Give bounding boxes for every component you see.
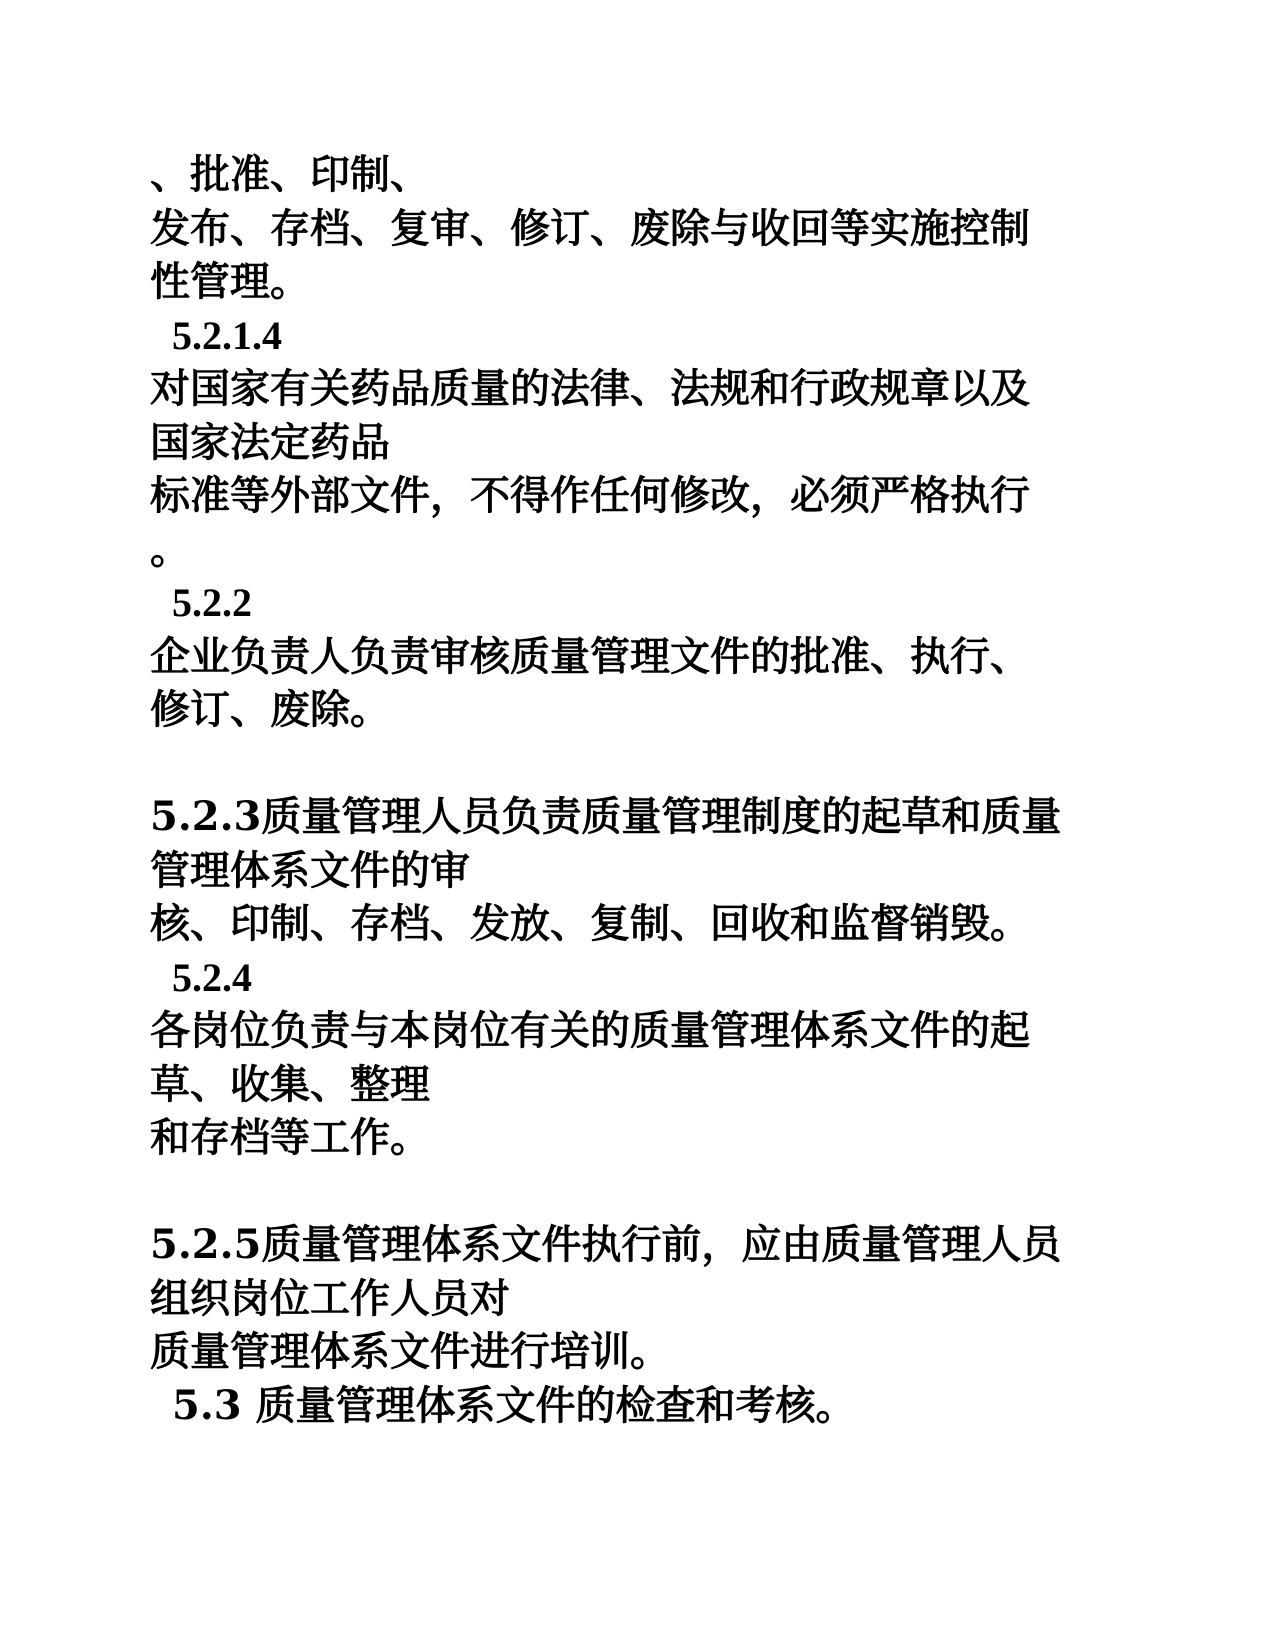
blank-line [150, 737, 1130, 791]
text-line: 。 [150, 525, 190, 573]
text-line: 质量管理体系文件进行培训。 [150, 1328, 670, 1375]
text-line: 各岗位负责与本岗位有关的质量管理体系文件的起 [150, 1007, 1030, 1054]
text-line: 管理体系文件的审 [150, 846, 470, 894]
text-line: 发布、存档、复审、修订、废除与收回等实施控制 [150, 204, 1030, 252]
text-line: 修订、废除。 [150, 686, 390, 733]
text-line: 核、印制、存档、发放、复制、回收和监督销毁。 [150, 900, 1030, 947]
document-page [150, 148, 1130, 1432]
section-number: 5.2.1.4 [172, 312, 282, 358]
text-line: 组织岗位工作人员对 [150, 1274, 510, 1322]
section-number: 5.2.2 [172, 580, 252, 625]
text-line: 对国家有关药品质量的法律、法规和行政规章以及 [150, 365, 1030, 412]
blank-line [150, 1165, 1130, 1219]
text-line: 5.2.3质量管理人员负责质量管理制度的起草和质量 [150, 793, 1062, 840]
text-line: 标准等外部文件，不得作任何修改，必须严格执行 [150, 472, 1030, 519]
section-heading: 5.3 质量管理体系文件的检查和考核。 [172, 1381, 856, 1429]
text-line: 企业负责人负责审核质量管理文件的批准、执行、 [150, 632, 1030, 680]
text-line: 、批准、印制、 [150, 151, 430, 198]
section-number: 5.2.4 [172, 954, 252, 1000]
text-line: 5.2.5质量管理体系文件执行前，应由质量管理人员 [150, 1221, 1062, 1268]
text-line: 草、收集、整理 [150, 1060, 430, 1108]
text-line: 国家法定药品 [150, 418, 390, 466]
text-line: 和存档等工作。 [150, 1114, 430, 1161]
text-line: 性管理。 [150, 258, 310, 305]
